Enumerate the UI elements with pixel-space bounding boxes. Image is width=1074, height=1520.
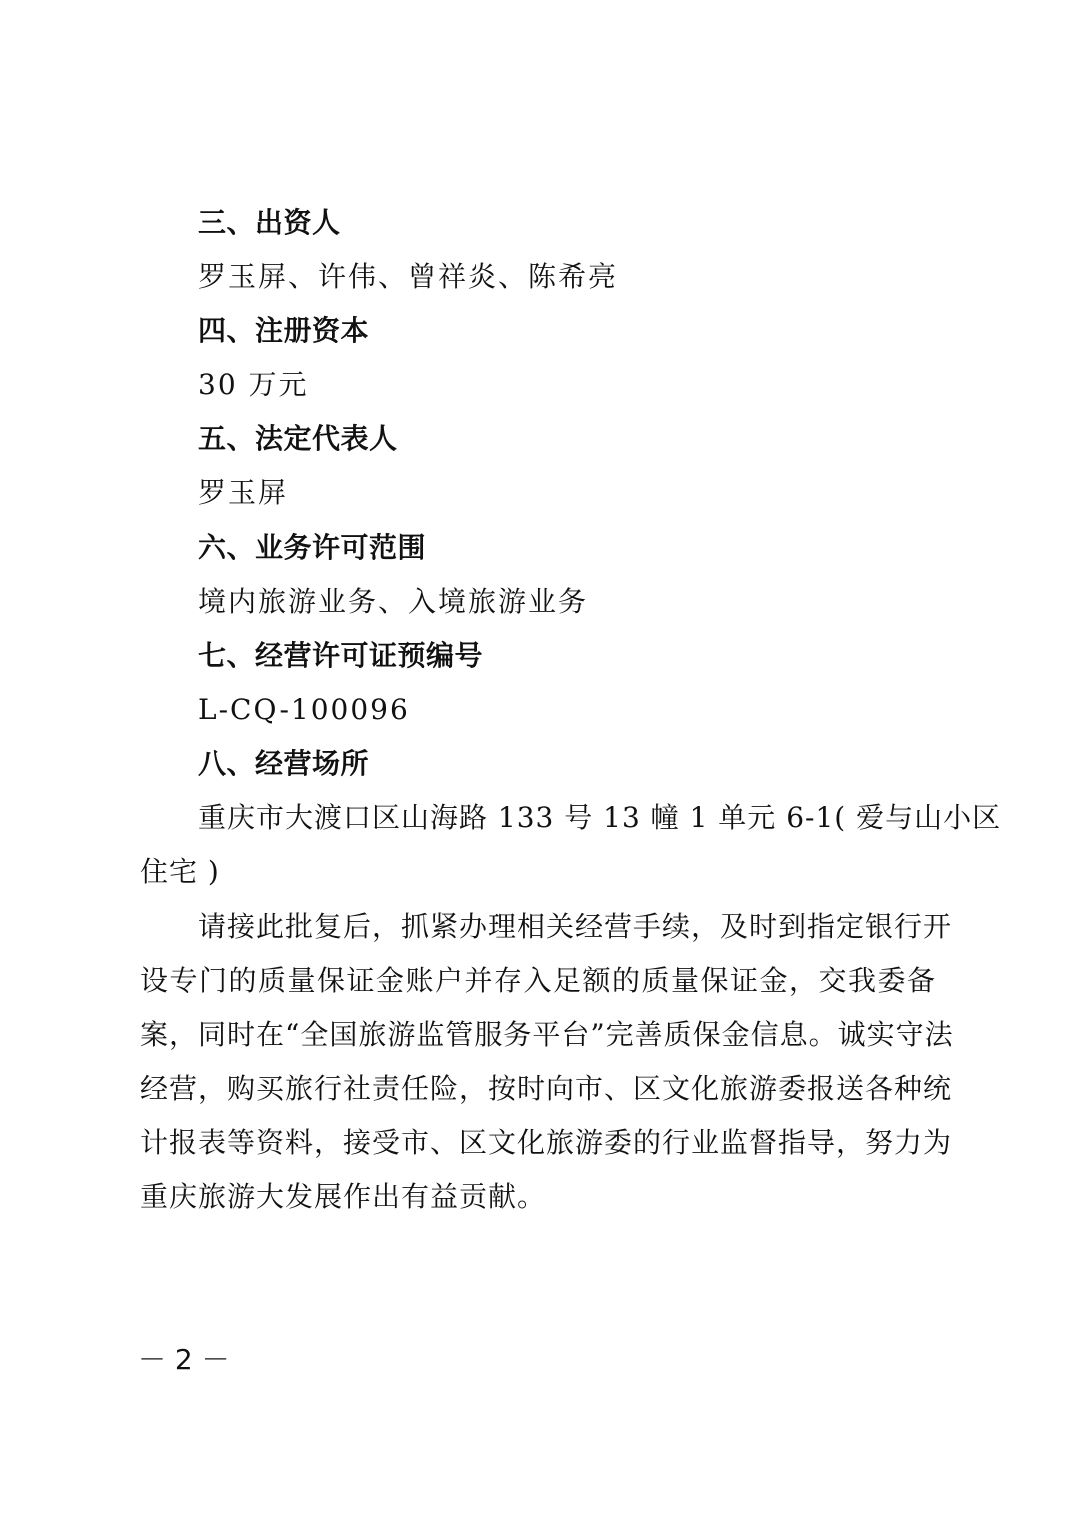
section-value-legal-representative: 罗玉屏: [198, 476, 289, 509]
address-line-1: 重庆市大渡口区山海路 133 号 13 幢 1 单元 6-1( 爱与山小区: [198, 801, 1002, 834]
section-heading-legal-representative: 五、法定代表人: [198, 422, 398, 455]
page-number: － 2 －: [138, 1343, 230, 1376]
section-heading-business-premises: 八、经营场所: [198, 747, 370, 780]
paragraph-line-5: 计报表等资料，接受市、区文化旅游委的行业监督指导，努力为: [140, 1126, 953, 1159]
section-heading-investors: 三、出资人: [198, 206, 341, 239]
section-value-license-number: L-CQ-100096: [198, 693, 410, 726]
paragraph-line-2: 设专门的质量保证金账户并存入足额的质量保证金，交我委备: [140, 964, 936, 997]
paragraph-line-1: 请接此批复后，抓紧办理相关经营手续，及时到指定银行开: [198, 910, 953, 943]
paragraph-line-3: 案，同时在“全国旅游监管服务平台”完善质保金信息。诚实守法: [140, 1018, 954, 1051]
section-value-business-scope: 境内旅游业务、入境旅游业务: [198, 585, 589, 618]
section-heading-business-scope: 六、业务许可范围: [198, 531, 427, 564]
address-line-2: 住宅 ): [140, 855, 220, 888]
paragraph-line-4: 经营，购买旅行社责任险，按时向市、区文化旅游委报送各种统: [140, 1072, 953, 1105]
paragraph-line-6: 重庆旅游大发展作出有益贡献。: [140, 1180, 547, 1213]
section-heading-registered-capital: 四、注册资本: [198, 314, 370, 347]
section-value-investors: 罗玉屏、许伟、曾祥炎、陈希亮: [198, 260, 619, 293]
section-heading-license-number: 七、经营许可证预编号: [198, 639, 484, 672]
section-value-registered-capital: 30 万元: [198, 368, 309, 401]
